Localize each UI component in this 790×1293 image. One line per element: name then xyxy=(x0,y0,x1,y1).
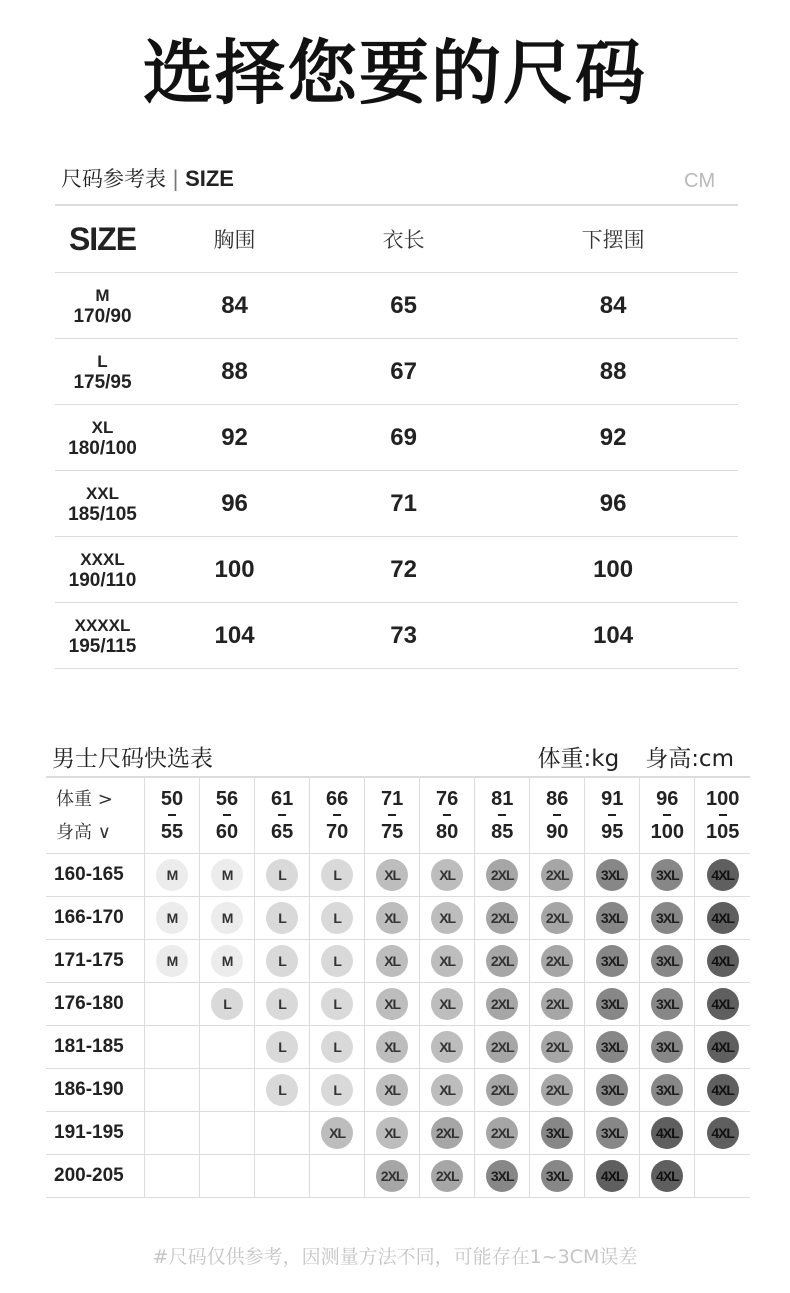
range-dash xyxy=(168,814,176,816)
weight-to: 80 xyxy=(436,821,459,843)
size-cell xyxy=(695,854,750,897)
size-badge: 4XL xyxy=(651,1160,683,1192)
size-badge: 4XL xyxy=(707,859,739,891)
size-name: XL xyxy=(91,417,114,437)
size-badge: 3XL xyxy=(651,859,683,891)
range-dash xyxy=(719,814,727,816)
size-cell xyxy=(420,1155,475,1198)
size-cell xyxy=(640,1069,695,1112)
size-badge: 2XL xyxy=(541,1031,573,1063)
size-badge: XL xyxy=(431,859,463,891)
length-value: 72 xyxy=(319,537,488,603)
chest-value: 92 xyxy=(150,405,319,471)
size-cell xyxy=(475,1155,530,1198)
size-cell xyxy=(585,1112,640,1155)
size-badge: 4XL xyxy=(707,1117,739,1149)
size-cell xyxy=(255,1155,310,1198)
size-cell xyxy=(200,1155,255,1198)
size-cell xyxy=(475,940,530,983)
size-cell xyxy=(475,1026,530,1069)
height-unit-label: 身高:cm xyxy=(645,746,734,772)
size-badge: M xyxy=(211,945,243,977)
weight-to: 70 xyxy=(325,821,349,843)
header-separator: | xyxy=(172,167,180,191)
size-badge: 2XL xyxy=(486,988,518,1020)
weight-from: 100 xyxy=(705,788,740,810)
size-cell xyxy=(365,1112,420,1155)
size-cell xyxy=(310,983,365,1026)
size-badge: XL xyxy=(376,1117,408,1149)
size-badge: 3XL xyxy=(651,1031,683,1063)
size-cell xyxy=(145,1026,200,1069)
size-badge: XL xyxy=(376,988,408,1020)
page-title: 选择您要的尺码 xyxy=(143,32,647,114)
size-badge: 4XL xyxy=(651,1117,683,1149)
table-row xyxy=(55,339,738,405)
size-cell xyxy=(420,854,475,897)
size-cell xyxy=(585,983,640,1026)
size-badge: 3XL xyxy=(596,859,628,891)
size-cell xyxy=(200,1026,255,1069)
size-cell xyxy=(695,940,750,983)
size-cell xyxy=(695,1155,750,1198)
size-cell xyxy=(640,854,695,897)
size-badge: M xyxy=(156,945,188,977)
size-cell xyxy=(475,1112,530,1155)
size-badge: 3XL xyxy=(541,1160,573,1192)
size-cell xyxy=(145,940,200,983)
size-badge: 3XL xyxy=(596,988,628,1020)
weight-range-header xyxy=(365,777,420,854)
size-cell xyxy=(420,897,475,940)
length-value: 71 xyxy=(319,471,488,537)
size-cell xyxy=(585,854,640,897)
chest-value: 96 xyxy=(150,471,319,537)
size-spec: 180/100 xyxy=(68,437,137,459)
size-badge: 4XL xyxy=(596,1160,628,1192)
unit-label: CM xyxy=(684,170,716,192)
weight-from: 66 xyxy=(325,788,349,810)
weight-from: 61 xyxy=(270,788,294,810)
table-row xyxy=(46,1155,750,1198)
weight-range-header xyxy=(475,777,530,854)
weight-from: 50 xyxy=(160,788,184,810)
size-cell xyxy=(200,1069,255,1112)
table-row xyxy=(55,537,738,603)
size-cell xyxy=(420,983,475,1026)
size-cell xyxy=(310,1069,365,1112)
size-badge: M xyxy=(211,902,243,934)
length-value: 73 xyxy=(319,603,488,669)
size-badge: 2XL xyxy=(541,945,573,977)
size-cell xyxy=(365,1069,420,1112)
size-table-head-row xyxy=(55,205,738,273)
height-range-cell: 186-190 xyxy=(46,1069,145,1112)
size-badge: XL xyxy=(431,1074,463,1106)
size-badge: 3XL xyxy=(596,945,628,977)
size-cell xyxy=(585,1155,640,1198)
table-row xyxy=(46,940,750,983)
size-cell xyxy=(200,897,255,940)
size-spec: 195/115 xyxy=(68,635,137,657)
weight-range-header xyxy=(695,777,750,854)
size-badge: 3XL xyxy=(651,1074,683,1106)
range-dash xyxy=(663,814,671,816)
size-cell xyxy=(475,1069,530,1112)
size-reference-table xyxy=(55,204,738,669)
weight-range-header xyxy=(420,777,475,854)
size-spec: 170/90 xyxy=(73,305,132,327)
size-cell xyxy=(530,983,585,1026)
size-cell xyxy=(255,897,310,940)
size-cell xyxy=(530,1069,585,1112)
weight-range-header xyxy=(255,777,310,854)
size-badge: XL xyxy=(376,859,408,891)
size-cell xyxy=(255,854,310,897)
size-name: M xyxy=(95,285,110,305)
size-cell xyxy=(255,1112,310,1155)
weight-to: 55 xyxy=(160,821,184,843)
size-cell xyxy=(145,1155,200,1198)
size-badge: 3XL xyxy=(596,1074,628,1106)
size-cell xyxy=(200,940,255,983)
quick-select-table xyxy=(46,776,750,1198)
size-badge: 2XL xyxy=(486,945,518,977)
size-cell xyxy=(365,1026,420,1069)
weight-to: 60 xyxy=(215,821,239,843)
size-badge: 2XL xyxy=(541,1074,573,1106)
size-badge: L xyxy=(321,1074,353,1106)
size-badge: L xyxy=(266,902,298,934)
hem-value: 84 xyxy=(488,273,738,339)
size-badge: L xyxy=(266,1074,298,1106)
size-badge: M xyxy=(156,859,188,891)
size-cell xyxy=(420,1026,475,1069)
size-name: L xyxy=(97,351,108,371)
size-badge: 4XL xyxy=(707,988,739,1020)
height-range-cell: 176-180 xyxy=(46,983,145,1026)
size-cell xyxy=(695,897,750,940)
size-cell xyxy=(695,983,750,1026)
weight-to: 95 xyxy=(601,821,624,843)
size-cell xyxy=(145,1069,200,1112)
size-badge: XL xyxy=(431,1031,463,1063)
size-cell xyxy=(310,940,365,983)
weight-to: 65 xyxy=(270,821,294,843)
size-badge: L xyxy=(321,1031,353,1063)
size-cell xyxy=(695,1026,750,1069)
size-cell xyxy=(585,897,640,940)
size-badge: XL xyxy=(321,1117,353,1149)
chest-value: 104 xyxy=(150,603,319,669)
corner-cell xyxy=(46,777,145,854)
size-cell xyxy=(55,471,150,537)
size-name: XXL xyxy=(85,483,120,503)
hem-value: 92 xyxy=(488,405,738,471)
quick-select-units xyxy=(512,740,734,773)
weight-to: 75 xyxy=(381,821,404,843)
size-badge: 4XL xyxy=(707,1074,739,1106)
size-cell xyxy=(255,983,310,1026)
height-range-cell: 171-175 xyxy=(46,940,145,983)
weight-range-header xyxy=(530,777,585,854)
size-cell xyxy=(145,983,200,1026)
size-cell xyxy=(200,983,255,1026)
size-badge: XL xyxy=(376,945,408,977)
size-badge: L xyxy=(321,902,353,934)
size-cell xyxy=(530,940,585,983)
chest-value: 84 xyxy=(150,273,319,339)
height-range-cell: 181-185 xyxy=(46,1026,145,1069)
size-table-title-en: SIZE xyxy=(185,166,234,191)
footnote: #尺码仅供参考，因测量方法不同，可能存在1~3CM误差 xyxy=(152,1246,638,1268)
size-cell xyxy=(530,1026,585,1069)
size-cell xyxy=(420,940,475,983)
size-badge: 4XL xyxy=(707,945,739,977)
size-badge: 2XL xyxy=(486,1031,518,1063)
weight-range-header xyxy=(640,777,695,854)
table-row xyxy=(46,1026,750,1069)
size-badge: L xyxy=(321,988,353,1020)
table-row xyxy=(55,405,738,471)
size-cell xyxy=(310,854,365,897)
size-cell xyxy=(365,940,420,983)
range-dash xyxy=(278,814,286,816)
size-badge: XL xyxy=(376,1031,408,1063)
size-cell xyxy=(585,1069,640,1112)
height-range-cell: 160-165 xyxy=(46,854,145,897)
size-badge: L xyxy=(266,945,298,977)
weight-range-header xyxy=(200,777,255,854)
size-badge: M xyxy=(211,859,243,891)
weight-from: 71 xyxy=(381,788,404,810)
size-badge: 3XL xyxy=(651,945,683,977)
size-cell xyxy=(55,405,150,471)
weight-from: 96 xyxy=(656,788,679,810)
weight-from: 86 xyxy=(546,788,569,810)
weight-range-header xyxy=(310,777,365,854)
weight-from: 91 xyxy=(601,788,624,810)
size-badge: 2XL xyxy=(486,902,518,934)
size-cell xyxy=(530,1112,585,1155)
size-cell xyxy=(640,940,695,983)
size-badge: 2XL xyxy=(541,859,573,891)
size-badge: 2XL xyxy=(486,859,518,891)
size-badge: 2XL xyxy=(541,902,573,934)
range-dash xyxy=(443,814,451,816)
range-dash xyxy=(333,814,341,816)
weight-unit-label: 体重:kg xyxy=(537,746,620,772)
length-value: 69 xyxy=(319,405,488,471)
range-dash xyxy=(223,814,231,816)
size-cell xyxy=(475,854,530,897)
table-row xyxy=(55,471,738,537)
weight-range-header xyxy=(145,777,200,854)
size-cell xyxy=(310,1155,365,1198)
size-cell xyxy=(365,1155,420,1198)
column-header-size: SIZE xyxy=(55,205,150,273)
size-spec: 175/95 xyxy=(73,371,132,393)
size-badge: L xyxy=(211,988,243,1020)
length-value: 65 xyxy=(319,273,488,339)
table-row xyxy=(46,983,750,1026)
length-value: 67 xyxy=(319,339,488,405)
weight-to: 105 xyxy=(705,821,740,843)
size-cell xyxy=(55,339,150,405)
size-badge: 4XL xyxy=(707,1031,739,1063)
size-cell xyxy=(640,1155,695,1198)
quick-select-title: 男士尺码快选表 xyxy=(52,746,213,772)
size-cell xyxy=(585,940,640,983)
range-dash xyxy=(553,814,561,816)
size-badge: L xyxy=(321,859,353,891)
size-badge: 3XL xyxy=(651,902,683,934)
corner-height-label: 身高 ∨ xyxy=(56,821,111,843)
size-spec: 190/110 xyxy=(68,569,137,591)
size-badge: L xyxy=(266,859,298,891)
size-badge: XL xyxy=(431,902,463,934)
size-cell xyxy=(365,983,420,1026)
size-badge: L xyxy=(321,945,353,977)
size-name: XXXL xyxy=(80,549,125,569)
size-badge: 3XL xyxy=(596,902,628,934)
size-name: XXXXL xyxy=(74,615,131,635)
size-cell xyxy=(365,854,420,897)
hem-value: 104 xyxy=(488,603,738,669)
size-cell xyxy=(640,983,695,1026)
hem-value: 100 xyxy=(488,537,738,603)
size-badge: 2XL xyxy=(541,988,573,1020)
size-badge: 3XL xyxy=(541,1117,573,1149)
weight-to: 90 xyxy=(546,821,569,843)
size-badge: 4XL xyxy=(707,902,739,934)
size-cell xyxy=(255,1026,310,1069)
table-row xyxy=(46,1112,750,1155)
table-row xyxy=(46,1069,750,1112)
size-cell xyxy=(255,1069,310,1112)
size-badge: 2XL xyxy=(486,1117,518,1149)
size-badge: 2XL xyxy=(376,1160,408,1192)
size-cell xyxy=(55,537,150,603)
size-cell xyxy=(475,983,530,1026)
size-badge: 2XL xyxy=(431,1117,463,1149)
height-range-cell: 200-205 xyxy=(46,1155,145,1198)
chest-value: 100 xyxy=(150,537,319,603)
size-cell xyxy=(475,897,530,940)
size-badge: 2XL xyxy=(431,1160,463,1192)
size-cell xyxy=(420,1112,475,1155)
weight-from: 56 xyxy=(215,788,239,810)
range-dash xyxy=(608,814,616,816)
size-badge: L xyxy=(266,988,298,1020)
range-dash xyxy=(388,814,396,816)
weight-to: 100 xyxy=(650,821,684,843)
size-cell xyxy=(530,1155,585,1198)
height-range-cell: 166-170 xyxy=(46,897,145,940)
size-cell xyxy=(640,1112,695,1155)
hem-value: 96 xyxy=(488,471,738,537)
table-row xyxy=(55,603,738,669)
size-badge: M xyxy=(156,902,188,934)
size-badge: L xyxy=(266,1031,298,1063)
range-dash xyxy=(498,814,506,816)
size-badge: XL xyxy=(431,988,463,1020)
size-cell xyxy=(310,897,365,940)
size-cell xyxy=(200,1112,255,1155)
weight-from: 76 xyxy=(436,788,459,810)
size-cell xyxy=(530,897,585,940)
size-table-title: 尺码参考表 xyxy=(61,167,166,191)
table-row xyxy=(46,897,750,940)
size-cell xyxy=(420,1069,475,1112)
corner-weight-label: 体重 > xyxy=(56,788,113,810)
chest-value: 88 xyxy=(150,339,319,405)
size-cell xyxy=(310,1026,365,1069)
size-spec: 185/105 xyxy=(68,503,137,525)
size-cell xyxy=(695,1069,750,1112)
size-cell xyxy=(255,940,310,983)
size-cell xyxy=(695,1112,750,1155)
size-badge: 3XL xyxy=(651,988,683,1020)
size-cell xyxy=(200,854,255,897)
size-cell xyxy=(640,1026,695,1069)
size-badge: 3XL xyxy=(596,1031,628,1063)
weight-range-header xyxy=(585,777,640,854)
column-header-length: 衣长 xyxy=(319,205,488,273)
size-badge: XL xyxy=(431,945,463,977)
size-cell xyxy=(640,897,695,940)
hem-value: 88 xyxy=(488,339,738,405)
table-row xyxy=(55,273,738,339)
size-table-header xyxy=(61,163,234,193)
size-cell xyxy=(365,897,420,940)
table-row xyxy=(46,854,750,897)
weight-to: 85 xyxy=(491,821,514,843)
weight-from: 81 xyxy=(491,788,514,810)
size-cell xyxy=(55,273,150,339)
column-header-hem: 下摆围 xyxy=(488,205,738,273)
column-header-chest: 胸围 xyxy=(150,205,319,273)
size-badge: 3XL xyxy=(596,1117,628,1149)
size-cell xyxy=(145,854,200,897)
size-cell xyxy=(585,1026,640,1069)
size-badge: 2XL xyxy=(486,1074,518,1106)
size-cell xyxy=(310,1112,365,1155)
size-cell xyxy=(145,897,200,940)
height-range-cell: 191-195 xyxy=(46,1112,145,1155)
size-cell xyxy=(530,854,585,897)
size-badge: 3XL xyxy=(486,1160,518,1192)
size-cell xyxy=(55,603,150,669)
size-badge: XL xyxy=(376,902,408,934)
size-cell xyxy=(145,1112,200,1155)
quick-table-head-row xyxy=(46,777,750,854)
size-badge: XL xyxy=(376,1074,408,1106)
